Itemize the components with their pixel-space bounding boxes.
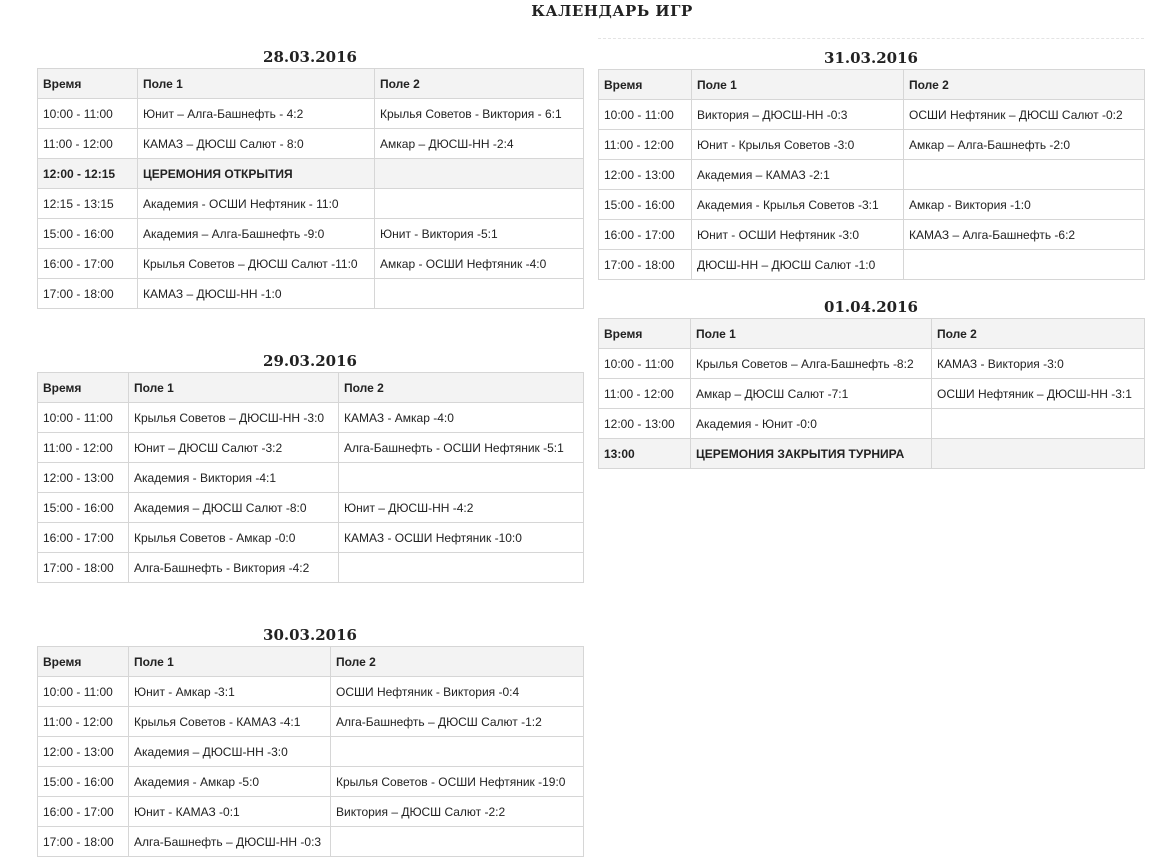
time-cell: 17:00 - 18:00 (599, 250, 692, 280)
field1-cell: Крылья Советов - Амкар -0:0 (129, 523, 339, 553)
table-row (38, 433, 584, 463)
field2-cell: Амкар - Виктория -1:0 (904, 190, 1145, 220)
field2-cell: Юнит - Виктория -5:1 (375, 219, 584, 249)
time-cell: 12:00 - 13:00 (38, 463, 129, 493)
field2-header: Поле 2 (932, 319, 1145, 349)
table-row (599, 349, 1145, 379)
table-row (599, 409, 1145, 439)
field1-cell: Крылья Советов - КАМАЗ -4:1 (129, 707, 331, 737)
field2-cell: Амкар – Алга-Башнефть -2:0 (904, 130, 1145, 160)
day-block (37, 624, 583, 857)
header-row (599, 70, 1145, 100)
field1-cell: ДЮСШ-НН – ДЮСШ Салют -1:0 (692, 250, 904, 280)
field2-cell: Амкар – ДЮСШ-НН -2:4 (375, 129, 584, 159)
field2-cell (932, 439, 1145, 469)
time-cell: 11:00 - 12:00 (38, 129, 138, 159)
field2-cell: ОСШИ Нефтяник – ДЮСШ Салют -0:2 (904, 100, 1145, 130)
field2-cell: КАМАЗ - ОСШИ Нефтяник -10:0 (339, 523, 584, 553)
table-row (38, 403, 584, 433)
field1-cell: Юнит – ДЮСШ Салют -3:2 (129, 433, 339, 463)
field2-cell: КАМАЗ – Алга-Башнефть -6:2 (904, 220, 1145, 250)
time-cell: 11:00 - 12:00 (38, 707, 129, 737)
field1-header: Поле 1 (138, 69, 375, 99)
table-row (38, 219, 584, 249)
header-row (38, 373, 584, 403)
table-row (38, 99, 584, 129)
time-cell: 12:00 - 13:00 (38, 737, 129, 767)
field2-cell: Крылья Советов - ОСШИ Нефтяник -19:0 (331, 767, 584, 797)
time-header: Время (599, 319, 691, 349)
time-cell: 10:00 - 11:00 (38, 677, 129, 707)
field2-cell (375, 279, 584, 309)
field1-cell: Академия - Амкар -5:0 (129, 767, 331, 797)
time-cell: 15:00 - 16:00 (38, 767, 129, 797)
field2-cell (904, 160, 1145, 190)
table-row (599, 190, 1145, 220)
time-cell: 13:00 (599, 439, 691, 469)
field1-cell: Алга-Башнефть – ДЮСШ-НН -0:3 (129, 827, 331, 857)
time-cell: 11:00 - 12:00 (599, 379, 691, 409)
day-block (37, 350, 583, 583)
field2-cell: ОСШИ Нефтяник – ДЮСШ-НН -3:1 (932, 379, 1145, 409)
header-row (38, 69, 584, 99)
field2-header: Поле 2 (904, 70, 1145, 100)
time-cell: 12:00 - 13:00 (599, 409, 691, 439)
time-cell: 12:00 - 12:15 (38, 159, 138, 189)
time-header: Время (599, 70, 692, 100)
schedule-table (598, 318, 1145, 469)
field1-cell: Юнит - Амкар -3:1 (129, 677, 331, 707)
table-row (38, 553, 584, 583)
field1-cell: Амкар – ДЮСШ Салют -7:1 (691, 379, 932, 409)
time-cell: 15:00 - 16:00 (38, 219, 138, 249)
schedule-table (37, 646, 584, 857)
table-row (38, 279, 584, 309)
field1-cell: Крылья Советов – ДЮСШ Салют -11:0 (138, 249, 375, 279)
field2-cell (375, 159, 584, 189)
field2-cell (375, 189, 584, 219)
field1-cell: Академия – Алга-Башнефть -9:0 (138, 219, 375, 249)
time-cell: 12:00 - 13:00 (599, 160, 692, 190)
field2-header: Поле 2 (375, 69, 584, 99)
table-row (599, 220, 1145, 250)
field1-cell: Академия - Виктория -4:1 (129, 463, 339, 493)
table-row (599, 130, 1145, 160)
time-header: Время (38, 647, 129, 677)
table-row (599, 160, 1145, 190)
table-row (38, 677, 584, 707)
field2-cell: Алга-Башнефть - ОСШИ Нефтяник -5:1 (339, 433, 584, 463)
field1-header: Поле 1 (691, 319, 932, 349)
field1-cell: Академия - ОСШИ Нефтяник - 11:0 (138, 189, 375, 219)
time-cell: 11:00 - 12:00 (599, 130, 692, 160)
day-block (598, 47, 1144, 280)
ceremony-row (38, 159, 584, 189)
page-title: КАЛЕНДАРЬ ИГР (531, 2, 693, 20)
field2-cell (331, 827, 584, 857)
time-cell: 10:00 - 11:00 (599, 349, 691, 379)
time-cell: 17:00 - 18:00 (38, 827, 129, 857)
table-row (38, 797, 584, 827)
time-cell: 16:00 - 17:00 (38, 797, 129, 827)
day-date: 29.03.2016 (263, 352, 357, 370)
field2-cell (339, 463, 584, 493)
time-cell: 10:00 - 11:00 (599, 100, 692, 130)
header-row (38, 647, 584, 677)
field1-cell: Крылья Советов – Алга-Башнефть -8:2 (691, 349, 932, 379)
field1-header: Поле 1 (692, 70, 904, 100)
day-block (598, 296, 1144, 469)
table-row (599, 250, 1145, 280)
time-cell: 12:15 - 13:15 (38, 189, 138, 219)
field1-cell: Виктория – ДЮСШ-НН -0:3 (692, 100, 904, 130)
time-cell: 10:00 - 11:00 (38, 99, 138, 129)
field2-cell: КАМАЗ - Амкар -4:0 (339, 403, 584, 433)
time-cell: 17:00 - 18:00 (38, 279, 138, 309)
table-row (38, 523, 584, 553)
field1-cell: Академия – КАМАЗ -2:1 (692, 160, 904, 190)
field2-cell (904, 250, 1145, 280)
table-row (38, 767, 584, 797)
time-cell: 16:00 - 17:00 (38, 523, 129, 553)
schedule-table (37, 68, 584, 309)
time-header: Время (38, 373, 129, 403)
field2-header: Поле 2 (339, 373, 584, 403)
field2-cell: Виктория – ДЮСШ Салют -2:2 (331, 797, 584, 827)
field1-cell: Академия – ДЮСШ Салют -8:0 (129, 493, 339, 523)
field1-cell: Юнит - ОСШИ Нефтяник -3:0 (692, 220, 904, 250)
schedule-table (598, 69, 1145, 280)
field2-cell (932, 409, 1145, 439)
time-header: Время (38, 69, 138, 99)
field1-cell: Юнит - Крылья Советов -3:0 (692, 130, 904, 160)
field1-header: Поле 1 (129, 647, 331, 677)
field2-header: Поле 2 (331, 647, 584, 677)
field2-cell (331, 737, 584, 767)
field1-cell: Академия - Крылья Советов -3:1 (692, 190, 904, 220)
day-date: 30.03.2016 (263, 626, 357, 644)
day-date: 01.04.2016 (824, 298, 918, 316)
field2-cell: Амкар - ОСШИ Нефтяник -4:0 (375, 249, 584, 279)
table-row (599, 379, 1145, 409)
time-cell: 17:00 - 18:00 (38, 553, 129, 583)
table-row (38, 189, 584, 219)
divider (598, 38, 1144, 39)
table-row (38, 463, 584, 493)
time-cell: 15:00 - 16:00 (599, 190, 692, 220)
field2-cell: КАМАЗ - Виктория -3:0 (932, 349, 1145, 379)
field2-cell: Юнит – ДЮСШ-НН -4:2 (339, 493, 584, 523)
field1-cell: Юнит – Алга-Башнефть - 4:2 (138, 99, 375, 129)
field1-cell: ЦЕРЕМОНИЯ ЗАКРЫТИЯ ТУРНИРА (691, 439, 932, 469)
time-cell: 10:00 - 11:00 (38, 403, 129, 433)
table-row (38, 737, 584, 767)
table-row (38, 129, 584, 159)
day-block (37, 46, 583, 309)
table-row (38, 827, 584, 857)
ceremony-row (599, 439, 1145, 469)
header-row (599, 319, 1145, 349)
field2-cell: Крылья Советов - Виктория - 6:1 (375, 99, 584, 129)
field2-cell: ОСШИ Нефтяник - Виктория -0:4 (331, 677, 584, 707)
field1-cell: КАМАЗ – ДЮСШ Салют - 8:0 (138, 129, 375, 159)
day-date: 28.03.2016 (263, 48, 357, 66)
field1-cell: Крылья Советов – ДЮСШ-НН -3:0 (129, 403, 339, 433)
field1-cell: Академия – ДЮСШ-НН -3:0 (129, 737, 331, 767)
day-date: 31.03.2016 (824, 49, 918, 67)
field1-header: Поле 1 (129, 373, 339, 403)
table-row (38, 493, 584, 523)
field1-cell: КАМАЗ – ДЮСШ-НН -1:0 (138, 279, 375, 309)
time-cell: 15:00 - 16:00 (38, 493, 129, 523)
time-cell: 16:00 - 17:00 (599, 220, 692, 250)
field2-cell: Алга-Башнефть – ДЮСШ Салют -1:2 (331, 707, 584, 737)
field1-cell: ЦЕРЕМОНИЯ ОТКРЫТИЯ (138, 159, 375, 189)
time-cell: 16:00 - 17:00 (38, 249, 138, 279)
table-row (38, 707, 584, 737)
field1-cell: Алга-Башнефть - Виктория -4:2 (129, 553, 339, 583)
table-row (38, 249, 584, 279)
table-row (599, 100, 1145, 130)
field1-cell: Юнит - КАМАЗ -0:1 (129, 797, 331, 827)
field2-cell (339, 553, 584, 583)
time-cell: 11:00 - 12:00 (38, 433, 129, 463)
field1-cell: Академия - Юнит -0:0 (691, 409, 932, 439)
schedule-table (37, 372, 584, 583)
